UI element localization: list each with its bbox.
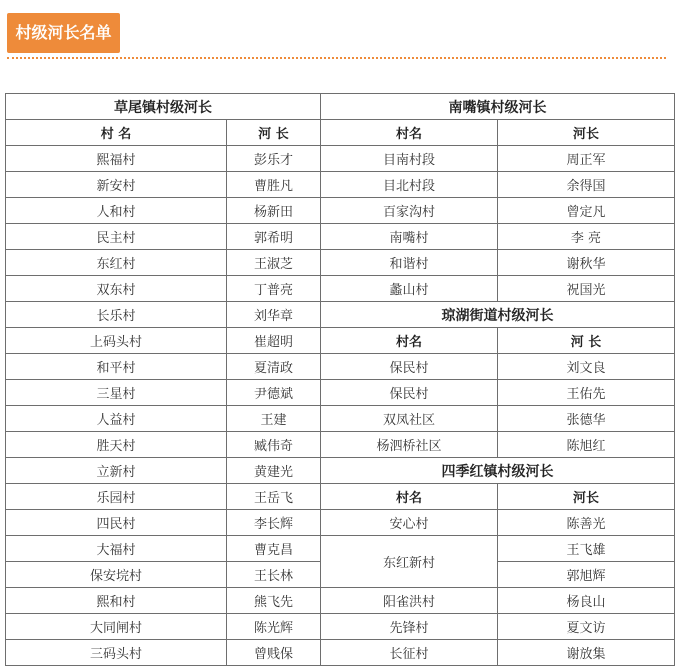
chief-cell: 丁普亮 xyxy=(227,276,321,302)
table-row xyxy=(6,224,675,250)
chief-cell: 杨良山 xyxy=(498,588,675,614)
chief-cell: 陈善光 xyxy=(498,510,675,536)
village-cell: 杨泗桥社区 xyxy=(321,432,498,458)
village-cell: 百家沟村 xyxy=(321,198,498,224)
chief-cell: 王岳飞 xyxy=(227,484,321,510)
nanzui-village-header: 村名 xyxy=(321,120,498,146)
village-cell: 目南村段 xyxy=(321,146,498,172)
chief-cell: 王淑芝 xyxy=(227,250,321,276)
table-row xyxy=(6,640,675,666)
chief-cell: 曾定凡 xyxy=(498,198,675,224)
village-cell: 双东村 xyxy=(6,276,227,302)
chief-cell: 夏清政 xyxy=(227,354,321,380)
village-cell: 安心村 xyxy=(321,510,498,536)
chief-cell: 陈旭红 xyxy=(498,432,675,458)
table-row xyxy=(6,328,675,354)
chief-cell: 彭乐才 xyxy=(227,146,321,172)
village-cell: 先锋村 xyxy=(321,614,498,640)
village-cell: 三码头村 xyxy=(6,640,227,666)
chief-cell: 刘华章 xyxy=(227,302,321,328)
village-cell: 南嘴村 xyxy=(321,224,498,250)
chief-cell: 谢放集 xyxy=(498,640,675,666)
nanzui-chief-header: 河长 xyxy=(498,120,675,146)
chief-cell: 周正军 xyxy=(498,146,675,172)
nanzui-section-title: 南嘴镇村级河长 xyxy=(321,94,675,120)
chief-cell: 曹胜凡 xyxy=(227,172,321,198)
table-row xyxy=(6,510,675,536)
village-cell: 东红新村 xyxy=(321,536,498,588)
chief-cell: 尹德斌 xyxy=(227,380,321,406)
village-cell: 乐园村 xyxy=(6,484,227,510)
table-row xyxy=(6,94,675,120)
qionghu-village-header: 村名 xyxy=(321,328,498,354)
sijihong-village-header: 村名 xyxy=(321,484,498,510)
village-cell: 和平村 xyxy=(6,354,227,380)
village-cell: 东红村 xyxy=(6,250,227,276)
chief-cell: 王建 xyxy=(227,406,321,432)
chief-cell: 曹克昌 xyxy=(227,536,321,562)
village-cell: 熙福村 xyxy=(6,146,227,172)
chief-cell: 李长辉 xyxy=(227,510,321,536)
village-cell: 胜天村 xyxy=(6,432,227,458)
chief-cell: 余得国 xyxy=(498,172,675,198)
table-row xyxy=(6,146,675,172)
table-row xyxy=(6,536,675,562)
village-cell: 大福村 xyxy=(6,536,227,562)
chief-cell: 郭希明 xyxy=(227,224,321,250)
table-row xyxy=(6,302,675,328)
village-cell: 长征村 xyxy=(321,640,498,666)
chief-cell: 黄建光 xyxy=(227,458,321,484)
village-cell: 蠡山村 xyxy=(321,276,498,302)
village-cell: 目北村段 xyxy=(321,172,498,198)
caowei-village-header: 村 名 xyxy=(6,120,227,146)
table-row xyxy=(6,484,675,510)
village-cell: 保民村 xyxy=(321,380,498,406)
table-row xyxy=(6,276,675,302)
chief-cell: 郭旭辉 xyxy=(498,562,675,588)
table-row xyxy=(6,198,675,224)
table-row xyxy=(6,380,675,406)
village-cell: 双凤社区 xyxy=(321,406,498,432)
qionghu-section-title: 琼湖街道村级河长 xyxy=(321,302,675,328)
river-chief-table xyxy=(5,93,675,666)
table-row xyxy=(6,406,675,432)
village-cell: 立新村 xyxy=(6,458,227,484)
table-row xyxy=(6,588,675,614)
chief-cell: 王佑先 xyxy=(498,380,675,406)
sijihong-chief-header: 河长 xyxy=(498,484,675,510)
village-cell: 阳雀洪村 xyxy=(321,588,498,614)
village-cell: 和谐村 xyxy=(321,250,498,276)
table-row xyxy=(6,458,675,484)
village-cell: 大同闸村 xyxy=(6,614,227,640)
chief-cell: 谢秋华 xyxy=(498,250,675,276)
chief-cell: 张德华 xyxy=(498,406,675,432)
village-cell: 人和村 xyxy=(6,198,227,224)
village-cell: 熙和村 xyxy=(6,588,227,614)
chief-cell: 杨新田 xyxy=(227,198,321,224)
sijihong-section-title: 四季红镇村级河长 xyxy=(321,458,675,484)
chief-cell: 曾贱保 xyxy=(227,640,321,666)
village-cell: 保民村 xyxy=(321,354,498,380)
chief-cell: 陈光辉 xyxy=(227,614,321,640)
caowei-section-title: 草尾镇村级河长 xyxy=(6,94,321,120)
village-cell: 新安村 xyxy=(6,172,227,198)
table-row xyxy=(6,354,675,380)
village-cell: 保安垸村 xyxy=(6,562,227,588)
chief-cell: 夏文访 xyxy=(498,614,675,640)
chief-cell: 李 亮 xyxy=(498,224,675,250)
chief-cell: 王长林 xyxy=(227,562,321,588)
village-cell: 上码头村 xyxy=(6,328,227,354)
chief-cell: 臧伟奇 xyxy=(227,432,321,458)
caowei-chief-header: 河 长 xyxy=(227,120,321,146)
chief-cell: 刘文良 xyxy=(498,354,675,380)
table-row xyxy=(6,614,675,640)
village-cell: 四民村 xyxy=(6,510,227,536)
village-cell: 人益村 xyxy=(6,406,227,432)
table-row xyxy=(6,250,675,276)
chief-cell: 熊飞先 xyxy=(227,588,321,614)
title-divider xyxy=(7,57,666,59)
table-row xyxy=(6,120,675,146)
page-title: 村级河长名单 xyxy=(7,13,120,53)
village-cell: 三星村 xyxy=(6,380,227,406)
village-cell: 民主村 xyxy=(6,224,227,250)
chief-cell: 王飞雄 xyxy=(498,536,675,562)
village-cell: 长乐村 xyxy=(6,302,227,328)
qionghu-chief-header: 河 长 xyxy=(498,328,675,354)
chief-cell: 祝国光 xyxy=(498,276,675,302)
table-row xyxy=(6,172,675,198)
chief-cell: 崔超明 xyxy=(227,328,321,354)
table-row xyxy=(6,432,675,458)
